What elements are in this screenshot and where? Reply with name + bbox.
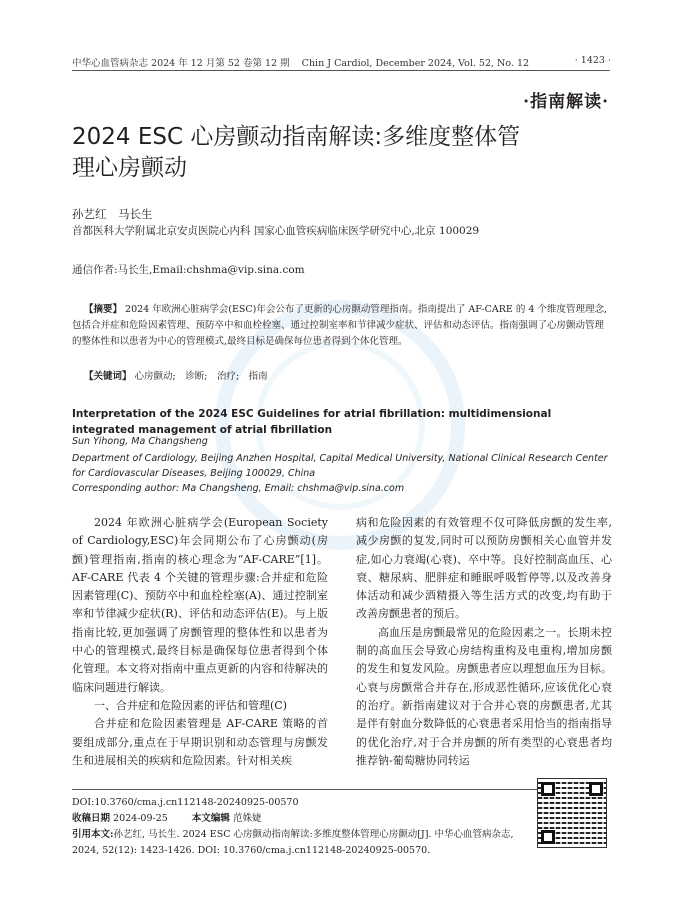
article-title: 2024 ESC 心房颤动指南解读:多维度整体管理心房颤动: [72, 124, 521, 181]
header-rule: [72, 70, 610, 71]
footer-rule: [72, 789, 600, 790]
doi: DOI:10.3760/cma.j.cn112148-20240925-00570: [72, 797, 299, 808]
body-column-left: [72, 514, 328, 770]
corresponding-author: 通信作者:马长生,Email:chshma@vip.sina.com: [72, 264, 305, 276]
english-affiliation: [72, 451, 608, 496]
received-label: 收稿日期: [72, 813, 111, 824]
keywords: [84, 368, 268, 382]
section-label: ·指南解读·: [523, 92, 609, 112]
received-and-editor: [72, 811, 522, 827]
english-corresponding: Corresponding author: Ma Changsheng, Email: chshma@vip.sina.com: [72, 483, 405, 494]
body-column-right: [356, 514, 612, 770]
english-authors: Sun Yihong, Ma Changsheng: [72, 436, 208, 447]
keywords-label: 【关键词】: [84, 371, 132, 382]
citation: [72, 827, 532, 859]
running-header: [72, 55, 529, 69]
affiliation: 首都医科大学附属北京安贞医院心内科 国家心血管疾病临床医学研究中心,北京 100029: [72, 225, 480, 237]
qr-code-icon[interactable]: [537, 778, 607, 848]
body-paragraph: 高血压是房颤最常见的危险因素之一。长期未控制的高血压会导致心房结构重构及电重构,增加房颤的发生和复发风险。房颤患者应以理想血压为目标。心衰与房颤常合并存在,形成恶性循环,应该优化心衰的治疗。新指南建议对于合并心衰的房颤患者,尤其是伴有射血分数降低的心衰患者采用恰当的指南指导的优化治疗,对于合并房颤的所有类型的心衰患者均推荐钠-葡萄糖协同转运: [356, 625, 612, 767]
journal-en: Chin J Cardiol, December 2024, Vol. 52, No. 12: [301, 58, 530, 69]
abstract-label: 【摘要】: [84, 304, 123, 315]
editor-label: 本文编辑: [191, 813, 230, 824]
abstract: [72, 302, 608, 350]
journal-cn: 中华心血管病杂志 2024 年 12 月第 52 卷第 12 期: [72, 58, 290, 69]
abstract-text: 2024 年欧洲心脏病学会(ESC)年会公布了更新的心房颤动管理指南。指南提出了 AF-CARE 的 4 个维度管理理念,包括合并症和危险因素管理、预防卒中和血栓栓塞、通过控制室率和节律减少症状、评估和动态评估。指南强调了心房颤动管理的整体性和以患者为中心的管理模式,最终目标是确保每位患者得到个体化管理。: [72, 304, 607, 347]
english-affiliation-text: Department of Cardiology, Beijing Anzhen Hospital, Capital Medical University, National Clinical Research Center for Cardiovascular Diseases, Beijing 100029, China: [72, 453, 608, 479]
body-paragraph: 2024 年欧洲心脏病学会(European Society of Cardiology,ESC)年会同期公布了心房颤动(房颤)管理指南,指南的核心理念为“AF-CARE”[1]。AF-CARE 代表 4 个关键的管理步骤:合并症和危险因素管理(C)、预防卒中和血栓栓塞(A)、通过控制室率和节律减少症状(R)、评估和动态评估(E)。与上版指南比较,更加强调了房颤管理的整体性和以患者为中心的管理模式,最终目标是确保每位患者得到个体化管理。本文将对指南中重点更新的内容和待解决的临床问题进行解读。: [72, 516, 328, 694]
page-number: · 1423 ·: [574, 55, 611, 66]
section-heading: 一、合并症和危险因素的评估和管理(C): [94, 698, 287, 712]
body-paragraph: 合并症和危险因素管理是 AF-CARE 策略的首要组成部分,重点在于早期识别和动态管理与房颤发生和进展相关的疾病和危险因素。针对相关疾: [72, 717, 328, 767]
cite-text: 孙艺红, 马长生. 2024 ESC 心房颤动指南解读:多维度整体管理心房颤动[J]. 中华心血管病杂志, 2024, 52(12): 1423-1426. DOI: 10.3760/cma.j.cn112148-20240925-00570.: [72, 829, 514, 856]
editor-name: 范姝婕: [232, 813, 262, 824]
authors: 孙艺红 马长生: [72, 207, 153, 221]
keywords-text: 心房颤动; 诊断; 治疗; 指南: [134, 371, 268, 382]
received-date: 2024-09-25: [113, 813, 168, 824]
body-paragraph: 病和危险因素的有效管理不仅可降低房颤的发生率,减少房颤的复发,同时可以预防房颤相关心血管并发症,如心力衰竭(心衰)、卒中等。良好控制高血压、心衰、糖尿病、肥胖症和睡眠呼吸暂停等,以及改善身体活动和减少酒精摄入等生活方式的改变,均有助于改善房颤患者的预后。: [356, 516, 612, 621]
cite-label: 引用本文:: [72, 829, 114, 840]
english-title: Interpretation of the 2024 ESC Guidelines for atrial fibrillation: multidimensional integrated management of atrial fibrillation: [72, 408, 552, 436]
